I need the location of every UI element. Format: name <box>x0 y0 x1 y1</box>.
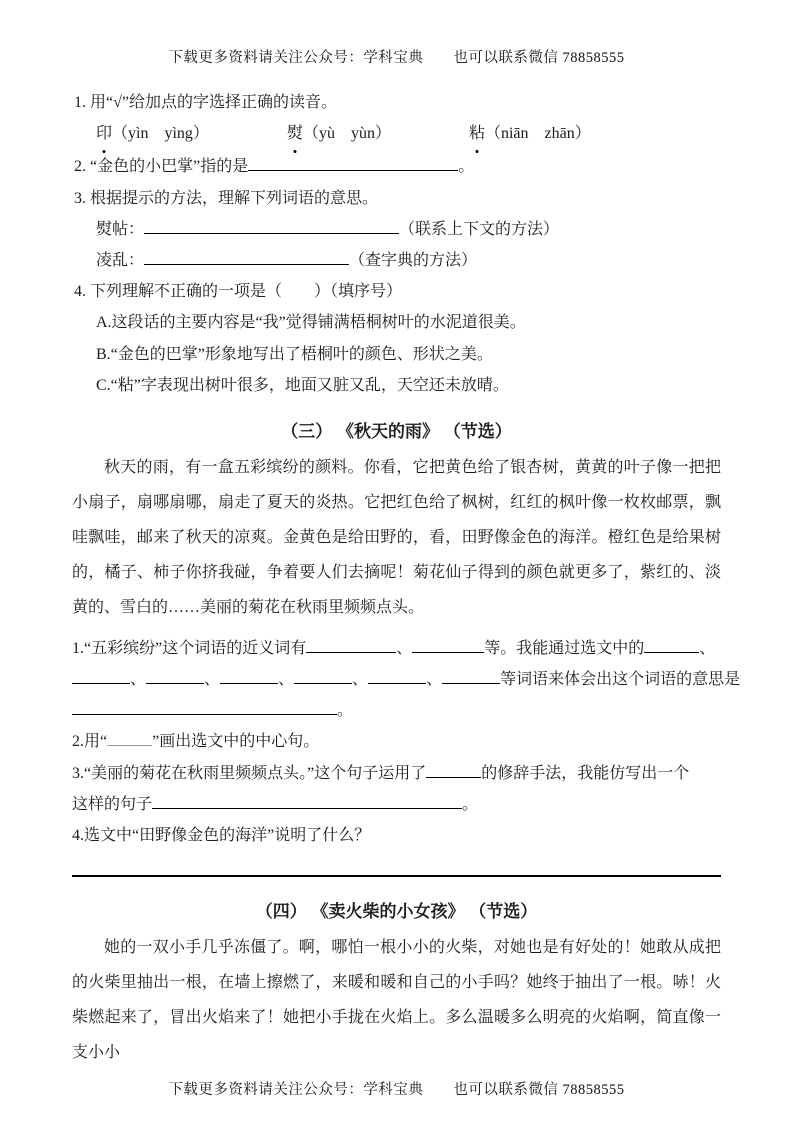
q4-option-c: C.“粘”字表现出树叶很多，地面又脏又乱，天空还未放晴。 <box>96 376 509 394</box>
separator: 、 <box>352 671 369 689</box>
answer-blank <box>306 635 396 653</box>
s3-q4-label: 4.选文中“田野像金色的海洋”说明了什么？ <box>72 827 371 844</box>
dotted-character <box>469 118 485 149</box>
word-label: 熨帖： <box>96 220 145 238</box>
answer-blank <box>72 697 337 715</box>
answer-blank <box>368 666 426 684</box>
dotted-character <box>287 118 303 149</box>
page-header: 下载更多资料请关注公众号：学科宝典 也可以联系微信 78858555 <box>168 50 625 66</box>
q4-option-b: B.“金色的巴掌”形象地写出了梧桐叶的颜色、形状之美。 <box>96 345 493 363</box>
character: 粘 <box>468 125 485 143</box>
emphasis-dot <box>475 150 478 153</box>
s3-q2-line <box>72 726 721 757</box>
pinyin-options: （niān zhān） <box>484 125 591 143</box>
q2-text: 2. “金色的小巴掌”指的是 <box>74 158 249 176</box>
answer-blank <box>146 666 204 684</box>
q4-option-a: A.这段话的主要内容是“我”觉得铺满梧桐树叶的水泥道很美。 <box>96 314 526 332</box>
separator: 、 <box>426 671 443 689</box>
answer-blank <box>220 666 278 684</box>
q1-pronunciation-row <box>72 118 721 149</box>
answer-blank <box>152 791 462 809</box>
page-footer: 下载更多资料请关注公众号：学科宝典 也可以联系微信 78858555 <box>168 1082 625 1099</box>
answer-blank <box>426 760 481 778</box>
answer-blank <box>72 666 130 684</box>
section-four-title: （四） 《卖火柴的小女孩》 （节选） <box>255 902 538 922</box>
q2-period: 。 <box>458 158 475 176</box>
section-two-questions <box>72 87 721 401</box>
s3-q1-line1 <box>72 633 721 664</box>
underline-sample <box>107 729 152 747</box>
section-three <box>72 401 741 851</box>
period: 。 <box>337 702 354 720</box>
answer-blank <box>248 154 458 172</box>
section-three-title: （三） 《秋天的雨》 （节选） <box>281 421 512 441</box>
s3-q3-line1 <box>72 758 721 789</box>
character: 熨 <box>286 125 303 143</box>
q4-label: 4. 下列理解不正确的一项是（ ）（填序号） <box>74 283 403 301</box>
pinyin-options: （yìn yìng） <box>112 125 209 143</box>
separator: 、 <box>699 639 716 657</box>
pronunciation-item-yin <box>96 118 209 149</box>
answer-blank <box>644 635 699 653</box>
q-text: 2.用“ <box>72 733 108 751</box>
answer-blank <box>144 216 399 234</box>
emphasis-dot <box>103 150 106 153</box>
q-text: 等词语来体会出这个词语的意思是 <box>500 671 741 689</box>
q3-item-lingluan <box>72 245 721 276</box>
q-text: ”画出选文中的中心句。 <box>152 733 320 751</box>
separator: 、 <box>130 671 147 689</box>
s3-q1-line3 <box>72 695 721 726</box>
emphasis-dot <box>293 150 296 153</box>
method-hint: （联系上下文的方法） <box>399 220 560 238</box>
dotted-character <box>96 118 112 149</box>
q2-line <box>72 151 721 182</box>
separator: 、 <box>396 639 413 657</box>
answer-blank <box>144 247 349 265</box>
section-four-passage: 她的一双小手几乎冻僵了。啊，哪怕一根小小的火柴，对她也是有好处的！她敢从成把的火柴里抽出一根，在墙上擦燃了，来暖和暖和自己的小手吗？她终于抽出了一根。哧！火柴燃起来了，冒出火焰来了！她把小手拢在火焰上。多么温暖多么明亮的火焰啊，简直像一支小小 <box>72 939 721 1062</box>
q3-label: 3. 根据提示的方法，理解下列词语的意思。 <box>74 189 379 207</box>
method-hint: （查字典的方法） <box>349 251 478 269</box>
character: 印 <box>96 125 113 143</box>
q-text: 这样的句子 <box>72 795 153 813</box>
separator: 、 <box>278 671 295 689</box>
answer-blank <box>412 635 484 653</box>
pronunciation-item-zhan <box>469 118 591 149</box>
separator: 、 <box>204 671 221 689</box>
s3-q1-line2 <box>72 664 741 695</box>
q-text: 1.“五彩缤纷”这个词语的近义词有 <box>72 639 307 657</box>
section-four <box>72 881 721 1078</box>
q-text: 的修辞手法，我能仿写出一个 <box>481 764 690 782</box>
s3-q3-line2 <box>72 789 721 820</box>
section-divider <box>72 875 721 877</box>
q-text: 3.“美丽的菊花在秋雨里频频点头。”这个句子运用了 <box>72 764 427 782</box>
pinyin-options: （yù yùn） <box>302 125 391 143</box>
q1-label: 1. 用“√”给加点的字选择正确的读音。 <box>74 94 337 111</box>
period: 。 <box>462 795 479 813</box>
q3-item-yutie <box>72 214 721 245</box>
pronunciation-item-yun <box>287 118 391 149</box>
word-label: 凌乱： <box>96 251 145 269</box>
q-text: 等。我能通过选文中的 <box>484 639 645 657</box>
answer-blank <box>442 666 500 684</box>
section-three-passage: 秋天的雨，有一盒五彩缤纷的颜料。你看，它把黄色给了银杏树，黄黄的叶子像一把把小扇子，扇哪扇哪，扇走了夏天的炎热。它把红色给了枫树，红红的枫叶像一枚枚邮票，飘哇飘哇，邮来了秋天的凉爽。金黄色是给田野的，看，田野像金色的海洋。橙红色是给果树的，橘子、柿子你挤我碰，争着要人们去摘呢！菊花仙子得到的颜色就更多了，紫红的、淡黄的、雪白的……美丽的菊花在秋雨里频频点头。 <box>72 458 721 616</box>
answer-blank <box>294 666 352 684</box>
